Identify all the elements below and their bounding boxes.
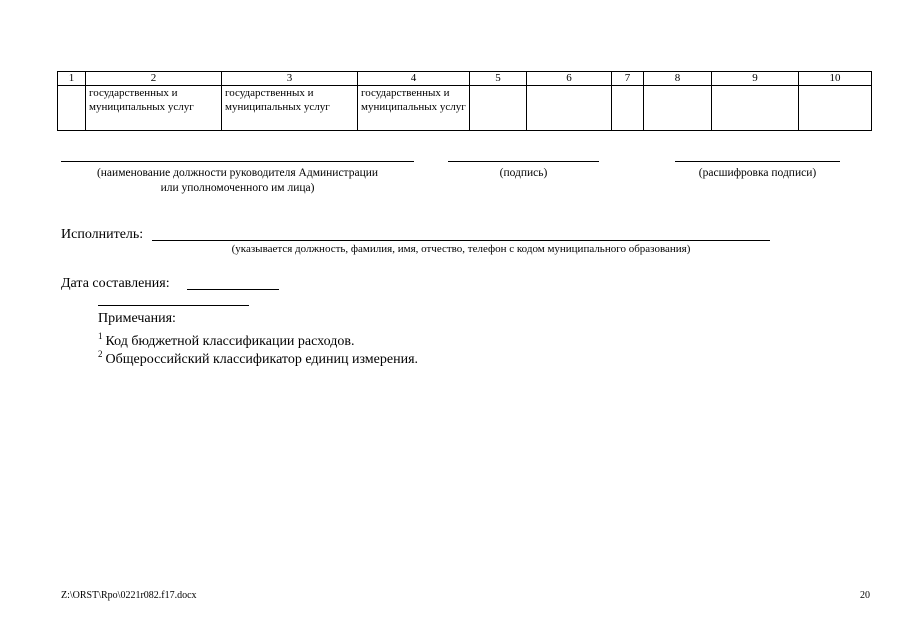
executor-line <box>152 240 770 241</box>
date-line <box>187 289 279 290</box>
note-marker: 1 <box>98 331 103 341</box>
column-number: 6 <box>527 72 612 86</box>
position-signature-line <box>61 161 414 162</box>
note-text: Код бюджетной классификации расходов. <box>105 334 355 349</box>
table-cell: государственных и муниципальных услуг <box>358 86 470 131</box>
position-caption-line-1: (наименование должности руководителя Администрации <box>96 167 379 179</box>
table-cell: государственных и муниципальных услуг <box>86 86 222 131</box>
column-number: 5 <box>470 72 527 86</box>
signature-caption: (подпись) <box>499 167 548 179</box>
table-cell: государственных и муниципальных услуг <box>222 86 358 131</box>
table-cell <box>527 86 612 131</box>
table-cell <box>712 86 799 131</box>
notes-title: Примечания: <box>98 311 176 326</box>
table-header-row <box>58 72 872 86</box>
note-marker: 2 <box>98 349 103 359</box>
executor-label: Исполнитель: <box>61 227 144 242</box>
table-cell <box>644 86 712 131</box>
column-number: 7 <box>612 72 644 86</box>
date-label: Дата составления: <box>61 276 170 291</box>
executor-caption: (указывается должность, фамилия, имя, отчество, телефон с кодом муниципального образования) <box>231 243 691 255</box>
table-cell <box>470 86 527 131</box>
table-cell <box>58 86 86 131</box>
column-number: 3 <box>222 72 358 86</box>
file-path: Z:\ORST\Rpo\0221r082.f17.docx <box>61 590 197 601</box>
column-number: 10 <box>799 72 872 86</box>
table-cell <box>612 86 644 131</box>
footnote-separator <box>98 305 249 306</box>
position-caption <box>61 166 414 196</box>
column-number: 9 <box>712 72 799 86</box>
signature-line <box>448 161 599 162</box>
note-text: Общероссийский классификатор единиц измерения. <box>105 352 419 367</box>
column-number: 2 <box>86 72 222 86</box>
column-number: 4 <box>358 72 470 86</box>
decoding-signature-line <box>675 161 840 162</box>
column-number: 1 <box>58 72 86 86</box>
decoding-caption: (расшифровка подписи) <box>698 167 817 179</box>
table-row <box>58 86 872 131</box>
column-number: 8 <box>644 72 712 86</box>
report-table <box>57 71 872 131</box>
note-item <box>98 346 418 368</box>
position-caption-line-2: или уполномоченного им лица) <box>160 182 315 194</box>
page-number: 20 <box>860 590 870 601</box>
table-cell <box>799 86 872 131</box>
